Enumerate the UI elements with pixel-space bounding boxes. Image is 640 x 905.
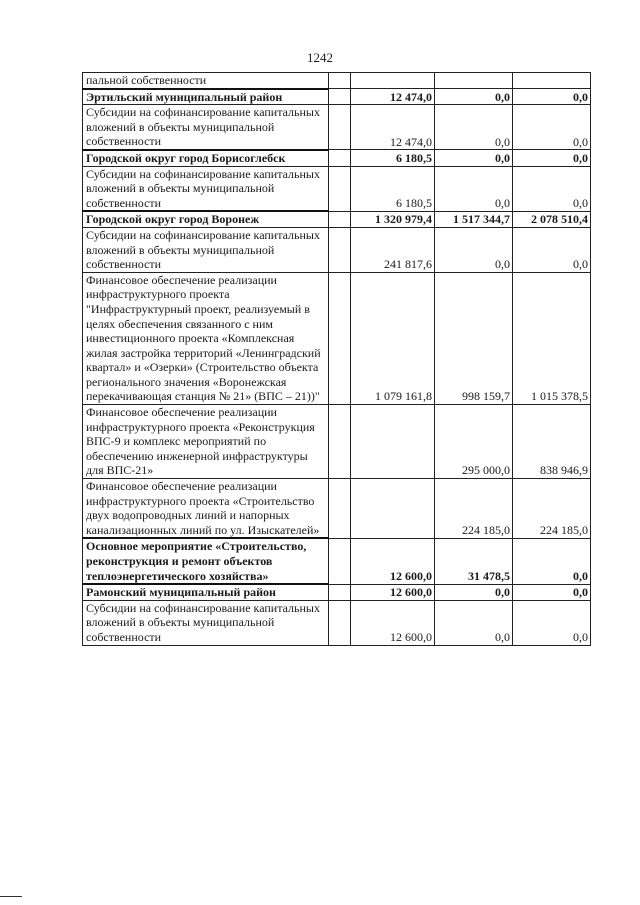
spacer-cell [329, 405, 351, 479]
value-1: 12 600,0 [351, 600, 435, 645]
value-2: 31 478,5 [435, 538, 513, 584]
value-3: 1 015 378,5 [513, 272, 591, 404]
spacer-cell [329, 166, 351, 211]
value-2: 0,0 [435, 150, 513, 166]
value-1: 12 474,0 [351, 89, 435, 105]
value-3: 0,0 [513, 584, 591, 600]
value-3: 0,0 [513, 150, 591, 166]
value-3: 2 078 510,4 [513, 211, 591, 227]
value-1: 1 079 161,8 [351, 272, 435, 404]
table-row [83, 272, 591, 404]
row-name: Субсидии на софинансирование капитальных вложений в объекты муниципальной собственности [83, 105, 329, 150]
row-name: Субсидии на софинансирование капитальных вложений в объекты муниципальной собственности [83, 227, 329, 272]
value-1: 1 320 979,4 [351, 211, 435, 227]
value-2: 0,0 [435, 166, 513, 211]
table-row [83, 538, 591, 584]
table-row [83, 479, 591, 539]
row-name: Городской округ город Воронеж [83, 211, 329, 227]
spacer-cell [329, 479, 351, 539]
value-1: 12 474,0 [351, 105, 435, 150]
value-3: 224 185,0 [513, 479, 591, 539]
row-name: Городской округ город Борисоглебск [83, 150, 329, 166]
spacer-cell [329, 89, 351, 105]
table-row [83, 227, 591, 272]
value-1 [351, 405, 435, 479]
value-1 [351, 479, 435, 539]
row-name: Финансовое обеспечение реализации инфраструктурного проекта "Инфраструктурный проект, реализуемый в целях обеспечения связанного с ним инвестиционного проекта «Комплексная жилая застройка территорий «Ленинградский квартал» и «Озерки» (Строительство объекта регионального значения «Воронежская перекачивающая станция № 21» (ВПС – 21))" [83, 272, 329, 404]
spacer-cell [329, 211, 351, 227]
table-row [83, 600, 591, 645]
value-3: 0,0 [513, 89, 591, 105]
value-3: 0,0 [513, 538, 591, 584]
value-2: 0,0 [435, 105, 513, 150]
row-name: Рамонский муниципальный район [83, 584, 329, 600]
budget-table [82, 72, 591, 646]
row-name: Основное мероприятие «Строительство, реконструкция и ремонт объектов теплоэнергетического хозяйства» [83, 538, 329, 584]
value-2: 224 185,0 [435, 479, 513, 539]
footer-rule [0, 896, 22, 897]
spacer-cell [329, 227, 351, 272]
value-1: 241 817,6 [351, 227, 435, 272]
value-2: 1 517 344,7 [435, 211, 513, 227]
spacer-cell [329, 584, 351, 600]
row-name: Субсидии на софинансирование капитальных вложений в объекты муниципальной собственности [83, 166, 329, 211]
value-3: 0,0 [513, 105, 591, 150]
page-number: 1242 [307, 50, 333, 65]
value-3: 0,0 [513, 166, 591, 211]
value-2: 0,0 [435, 600, 513, 645]
value-1: 6 180,5 [351, 150, 435, 166]
value-2: 295 000,0 [435, 405, 513, 479]
spacer-cell [329, 538, 351, 584]
value-1: 6 180,5 [351, 166, 435, 211]
value-3 [513, 73, 591, 89]
table-row [83, 405, 591, 479]
value-2: 0,0 [435, 584, 513, 600]
value-3: 838 946,9 [513, 405, 591, 479]
table-row [83, 105, 591, 150]
table-row [83, 89, 591, 105]
value-3: 0,0 [513, 600, 591, 645]
row-name: Субсидии на софинансирование капитальных вложений в объекты муниципальной собственности [83, 600, 329, 645]
spacer-cell [329, 105, 351, 150]
table-row [83, 150, 591, 166]
value-2: 0,0 [435, 89, 513, 105]
table-row [83, 73, 591, 89]
row-name: Финансовое обеспечение реализации инфраструктурного проекта «Строительство двух водопроводных линий и напорных канализационных линий по ул. Изыскателей» [83, 479, 329, 539]
row-name: пальной собственности [83, 73, 329, 89]
value-2: 0,0 [435, 227, 513, 272]
value-1 [351, 73, 435, 89]
table-row [83, 584, 591, 600]
spacer-cell [329, 150, 351, 166]
value-1: 12 600,0 [351, 584, 435, 600]
row-name: Эртильский муниципальный район [83, 89, 329, 105]
spacer-cell [329, 73, 351, 89]
spacer-cell [329, 272, 351, 404]
row-name: Финансовое обеспечение реализации инфраструктурного проекта «Реконструкция ВПС-9 и комплекс мероприятий по обеспечению инженерной инфраструктуры для ВПС-21» [83, 405, 329, 479]
value-2: 998 159,7 [435, 272, 513, 404]
value-3: 0,0 [513, 227, 591, 272]
value-1: 12 600,0 [351, 538, 435, 584]
table-row [83, 166, 591, 211]
spacer-cell [329, 600, 351, 645]
table-row [83, 211, 591, 227]
value-2 [435, 73, 513, 89]
